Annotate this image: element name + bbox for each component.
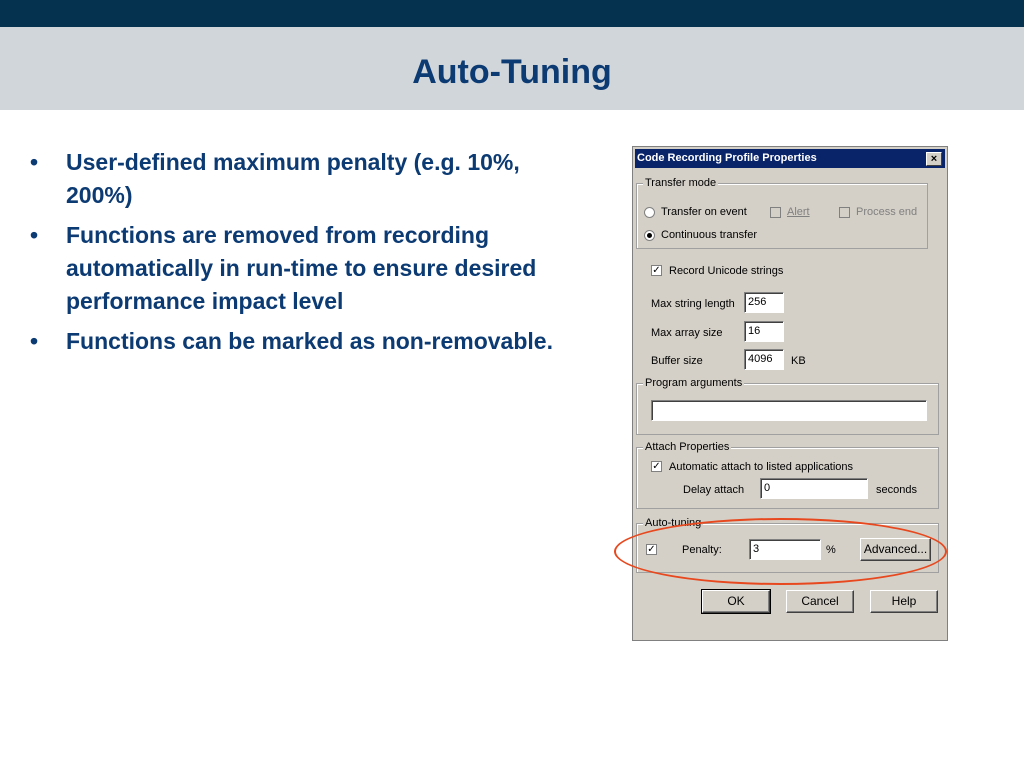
bullet-dot: • [30, 328, 39, 354]
radio-selected-dot [647, 233, 652, 238]
penalty-unit: % [826, 544, 836, 556]
check-icon: ✓ [647, 544, 656, 555]
delay-attach-unit: seconds [876, 484, 917, 496]
close-button[interactable] [926, 152, 942, 166]
advanced-button[interactable]: Advanced... [860, 538, 931, 561]
top-bar [0, 0, 1024, 27]
max-array-size-input[interactable]: 16 [744, 321, 784, 342]
attach-properties-group [636, 441, 939, 509]
ok-button[interactable]: OK [702, 590, 770, 613]
check-icon: ✓ [652, 265, 661, 276]
auto-attach-checkbox[interactable] [651, 461, 662, 472]
bullet-dot: • [30, 149, 39, 175]
dialog-title-bar [635, 149, 945, 168]
auto-tuning-highlight-ellipse [614, 518, 947, 585]
auto-tuning-legend: Auto-tuning [645, 517, 702, 529]
process-end-label: Process end [856, 206, 918, 218]
bullet-item [30, 219, 570, 318]
bullet-item [30, 146, 570, 212]
bullet-item [30, 325, 570, 358]
record-unicode-checkbox[interactable] [651, 265, 662, 276]
continuous-transfer-label: Continuous transfer [661, 229, 757, 241]
delay-attach-input[interactable]: 0 [760, 478, 868, 499]
penalty-label: Penalty: [682, 544, 722, 556]
continuous-transfer-radio[interactable] [644, 230, 655, 241]
max-string-length-input[interactable]: 256 [744, 292, 784, 313]
bullet-dot: • [30, 222, 39, 248]
bullet-text: User-defined maximum penalty (e.g. 10%, 200%) [66, 149, 520, 208]
bullet-list [30, 146, 570, 365]
cancel-button[interactable]: Cancel [786, 590, 854, 613]
attach-properties-legend: Attach Properties [645, 441, 730, 453]
delay-attach-label: Delay attach [683, 484, 745, 496]
max-array-size-label: Max array size [651, 327, 723, 339]
bullet-text: Functions can be marked as non-removable. [66, 328, 553, 354]
penalty-input[interactable]: 3 [749, 539, 821, 560]
alert-label: Alert [787, 206, 810, 218]
dialog-title: Code Recording Profile Properties [637, 152, 817, 164]
process-end-checkbox[interactable] [839, 207, 850, 218]
check-icon: ✓ [652, 461, 661, 472]
bullet-text: Functions are removed from recording automatically in run-time to ensure desired performance impact level [66, 222, 537, 314]
slide-title: Auto-Tuning [412, 53, 612, 91]
program-arguments-legend: Program arguments [645, 377, 743, 389]
buffer-size-label: Buffer size [651, 355, 703, 367]
program-arguments-input[interactable] [651, 400, 927, 421]
transfer-mode-group [636, 177, 928, 249]
program-arguments-group [636, 377, 939, 435]
record-unicode-label: Record Unicode strings [669, 265, 784, 277]
buffer-size-input[interactable]: 4096 [744, 349, 784, 370]
auto-attach-label: Automatic attach to listed applications [669, 461, 854, 473]
help-button[interactable]: Help [870, 590, 938, 613]
transfer-on-event-label: Transfer on event [661, 206, 747, 218]
alert-checkbox[interactable] [770, 207, 781, 218]
max-string-length-label: Max string length [651, 298, 735, 310]
buffer-size-unit: KB [791, 355, 806, 367]
close-icon: × [930, 153, 938, 165]
transfer-mode-legend: Transfer mode [645, 177, 717, 189]
transfer-on-event-radio[interactable] [644, 207, 655, 218]
